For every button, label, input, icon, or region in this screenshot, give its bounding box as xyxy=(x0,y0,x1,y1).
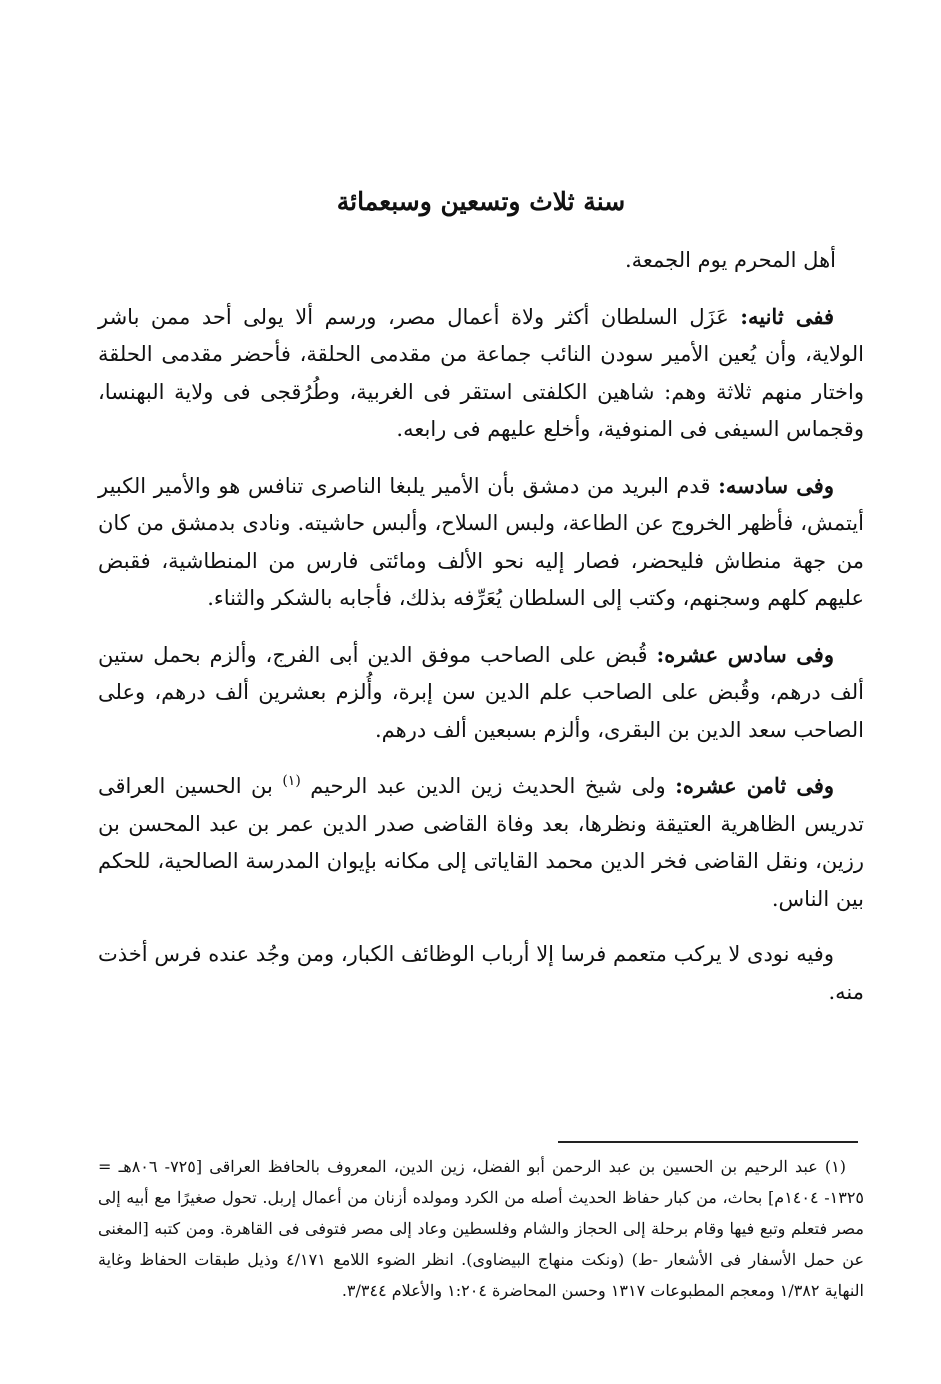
paragraph-5 xyxy=(98,767,864,918)
footnote: (١) عبد الرحيم بن الحسين بن عبد الرحمن أبو الفضل، زين الدين، المعروف بالحافظ العراقى [٧٢٥- ٨٠٦هـ = ١٣٢٥- ١٤٠٤م] بحاث، من كبار حفاظ الحديث أصله من الكرد ومولده أزنان من أعمال إربل. تحول صغيرًا مع أبيه إلى مصر فتعلم وتبع فيها وقام برحلة إلى الحجاز والشام وفلسطين وعاد إلى مصر فتوفى فى القاهرة. ومن كتبه [المغنى عن حمل الأسفار فى الأشعار -ط) (ونكت منهاج البيضاوى). انظر الضوء اللامع ٤/١٧١ وذيل طبقات الحفاظ وغاية النهاية ١/٣٨٢ ومعجم المطبوعات ١٣١٧ وحسن المحاضرة ١:٢٠٤ والأعلام ٣/٣٤٤. xyxy=(98,1157,864,1300)
book-page xyxy=(98,0,864,1384)
main-text xyxy=(98,242,864,1029)
footnote-reference[interactable]: (١) xyxy=(282,773,301,789)
paragraph-2-text: عَزَل السلطان أكثر ولاة أعمال مصر، ورسم ألا يولى أحد ممن باشر الولاية، وأن يُعين الأمير سودن النائب جماعة من مقدمى الحلقة، فأحضر مقدمى الحلقة واختار منهم ثلاثة وهم: شاهين الكلفتى استقر فى الغربية، وطُرُقجى فى ولاية البهنسا، وقجماس السيفى فى المنوفية، وأخلع عليهم فى رابعه. xyxy=(98,304,864,441)
paragraph-3-lead: وفى سادسه: xyxy=(718,472,834,498)
chapter-heading: سنة ثلاث وتسعين وسبعمائة xyxy=(336,187,626,216)
footnote-divider xyxy=(558,1141,858,1143)
paragraph-4-lead: وفى سادس عشره: xyxy=(656,641,834,667)
paragraph-5-text-before: ولى شيخ الحديث زين الدين عبد الرحيم xyxy=(300,774,676,798)
paragraph-5-lead: وفى ثامن عشره: xyxy=(675,773,835,798)
paragraph-6 xyxy=(98,936,864,1011)
paragraph-4-text: قُبض على الصاحب موفق الدين أبى الفرج، وألزم بحمل ستين ألف درهم، وقُبض على الصاحب علم الدين سن إبرة، وأُلزم بعشرين ألف درهم، وعلى الصاحب سعد الدين بن البقرى، وألزم بسبعين ألف درهم. xyxy=(98,642,864,742)
paragraph-4 xyxy=(98,636,864,750)
paragraph-2 xyxy=(98,298,864,449)
paragraph-3-text: قدم البريد من دمشق بأن الأمير يلبغا الناصرى تنافس هو والأمير الكبير أيتمش، فأظهر الخروج عن الطاعة، ولبس السلاح، وألبس حاشيته. ونادى بدمشق من كان من جهة منطاش فليحضر، فصار إليه نحو الألف ومائتى فارس من المنطاشية، فقبض عليهم كلهم وسجنهم، وكتب إلى السلطان يُعَرِّفه بذلك، فأجابه بالشكر والثناء. xyxy=(98,473,864,610)
paragraph-3 xyxy=(98,467,864,618)
paragraph-5-text-after: بن الحسين العراقى تدريس الظاهرية العتيقة ونظرها، بعد وفاة القاضى صدر الدين عمر بن عبد المحسن بن رزين، ونقل القاضى فخر الدين محمد القاياتى إلى مكانه بإيوان المدرسة الصالحية، للحكم بين الناس. xyxy=(98,774,864,911)
paragraph-6-text: وفيه نودى لا يركب متعمم فرسا إلا أرباب الوظائف الكبار، ومن وجُد عنده فرس أخذت منه. xyxy=(98,942,864,1004)
paragraph-1 xyxy=(98,242,864,280)
paragraph-2-lead: ففى ثانيه: xyxy=(740,303,834,329)
paragraph-1-text: أهل المحرم يوم الجمعة. xyxy=(624,248,836,272)
